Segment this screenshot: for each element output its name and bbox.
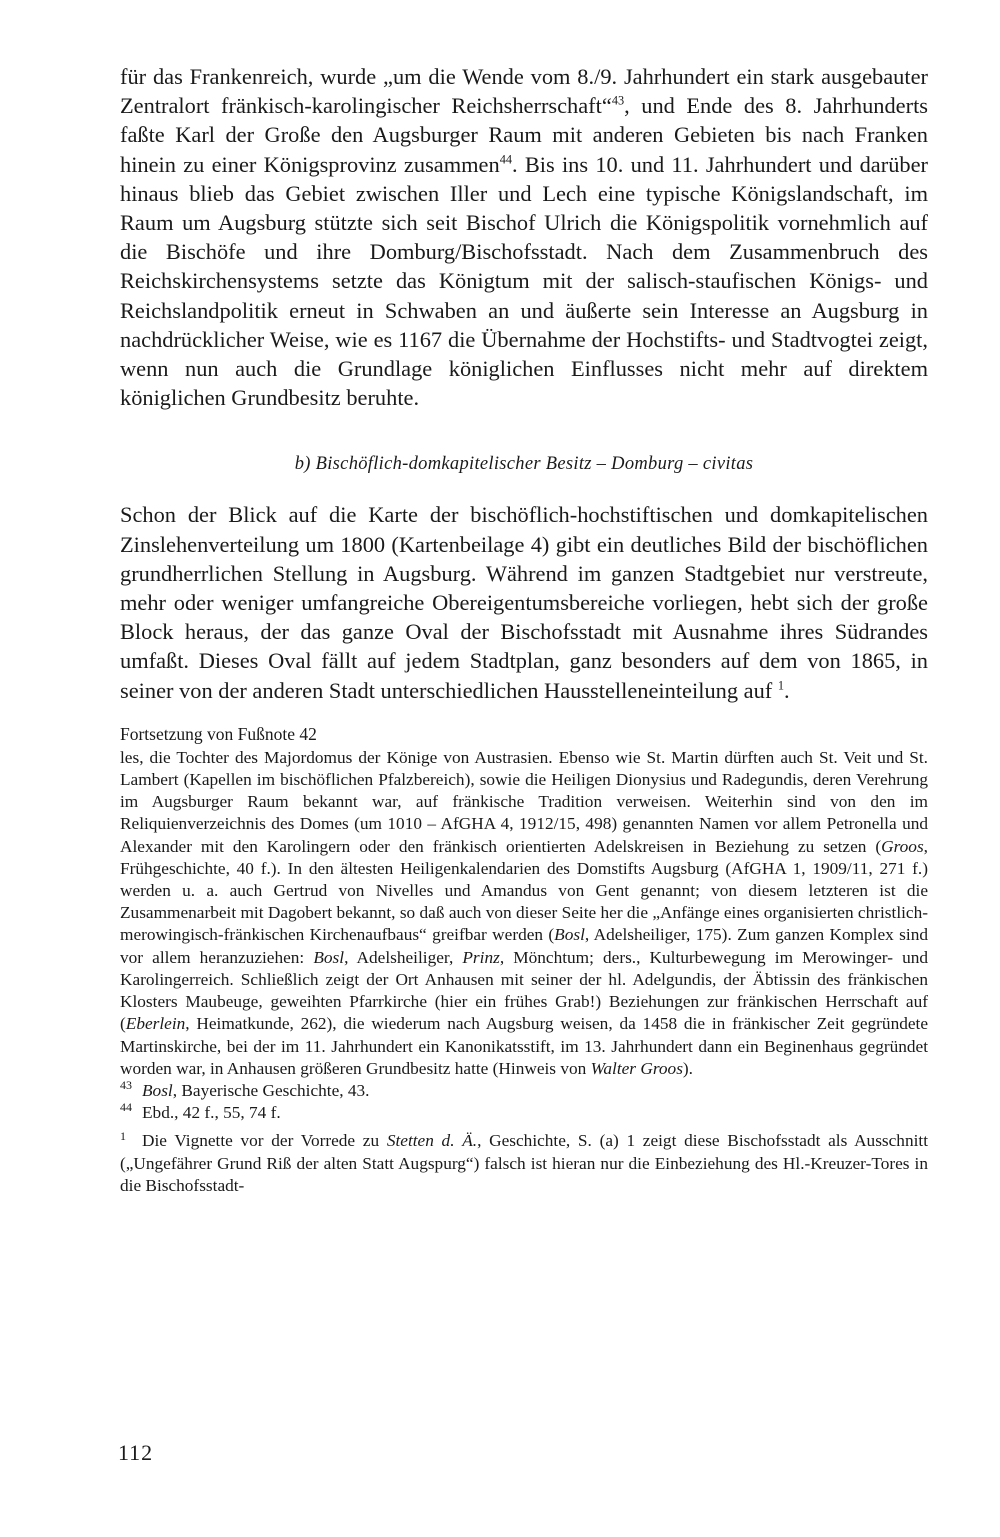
footnote-43: 43 Bosl, Bayerische Geschichte, 43. xyxy=(120,1078,370,1100)
footnote-text: , Geschichte, S. (a) 1 zeigt diese Bischofsstadt als Ausschnitt („Ungefährer Grund Riß der alten Statt Augspurg“) falsch ist hieran nur die Einbeziehung des Hl.-Kreuzer-Tores in die Bischofsstadt- xyxy=(120,1131,928,1195)
footnote-text: Ebd., 42 f., 55, 74 f. xyxy=(142,1103,281,1123)
paragraph-text: . Bis ins 10. und 11. Jahrhundert und darüber hinaus blieb das Gebiet zwischen Iller und Lech eine typische Königslandschaft, im Raum um Augsburg stützte sich seit Bischof Ulrich die Königspolitik vornehmlich auf die Bischöfe und ihre Domburg/Bischofsstadt. Nach dem Zusammenbruch des Reichskirchensystems setzte das Königtum mit der salisch-staufischen Königs- und Reichslandpolitik erneut in Schwaben an und äußerte sein Interesse an Augsburg in nachdrücklicher Weise, wie es 1167 die Übernahme der Hochstifts- und Stadtvogtei zeigt, wenn nun auch die Grundlage königlichen Einflusses nicht mehr auf direktem königlichen Grundbesitz beruhte. xyxy=(120,151,928,411)
section-heading xyxy=(120,452,928,476)
footnote-text: , Adelsheiliger, xyxy=(344,947,463,967)
section-heading-text: b) Bischöflich-domkapitelischer Besitz – Domburg – civitas xyxy=(294,454,754,475)
footnote-44: 44 Ebd., 42 f., 55, 74 f. xyxy=(120,1100,281,1123)
footnote-text: , Frühgeschichte, 40 f.). In den ältesten Heiligenkalendarien des Domstifts Augsburg (AfGHA 1, 1909/11, 271 f.) werden u. a. auch Gertrud von Nivelles und Amandus von Gent genannt; von diesem letzteren ist die Zusammenarbeit mit Dagobert bekannt, so daß auch von dieser Seite her die „Anfänge eines organisierten christlich-merowingisch-fränkischen Kirchenaufbaus“ greifbar werden ( xyxy=(120,836,928,945)
footnote-text: , Bayerische Geschichte, 43. xyxy=(172,1080,370,1100)
document-page xyxy=(120,62,928,1197)
footnote-42-continuation xyxy=(120,747,928,1080)
footnote-ref-44[interactable]: 44 xyxy=(499,152,512,167)
paragraph-text: Schon der Blick auf die Karte der bischöflich-hochstiftischen und domkapitelischen Zinslehenverteilung um 1800 (Kartenbeilage 4) gibt ein deutliches Bild der bischöflichen grundherrlichen Stellung in Augsburg. Während im ganzen Stadtgebiet nur verstreute, mehr oder weniger umfangreiche Obereigentumsbereiche vorliegen, hebt sich der große Block heraus, der das ganze Oval der Bischofsstadt mit Ausnahme ihres Südrandes umfaßt. Dieses Oval fällt auf jedem Stadtplan, ganz besonders auf dem von 1865, in seiner von der anderen Stadt unterschiedlichen Hausstelleneinteilung auf xyxy=(120,502,928,703)
footnote-ref-43[interactable]: 43 xyxy=(611,93,625,108)
footnote-text: les, die Tochter des Majordomus der Könige von Austrasien. Ebenso wie St. Martin dürften auch St. Veit und St. Lambert (Kapellen im bischöflichen Pfalzbereich), sowie die Heiligen Dionysius und Radegundis, deren Verehrung im Augsburger Raum bekannt war, auf fränkische Tradition verweisen. Weiterhin sind von den im Reliquienverzeichnis des Domes (um 1010 – AfGHA 4, 1912/15, 498) genannten Namen vor allem Petronella und Alexander mit den Karolingern oder den fränkisch orientierten Adelskreisen in Beziehung zu setzen ( xyxy=(120,747,928,856)
author-name: Bosl xyxy=(142,1080,173,1100)
footnote-text: , Heimatkunde, 262), die wiederum nach Augsburg weisen, da 1458 die in fränkischer Zeit gegründete Martinskirche, bei der im 11. Jahrhundert ein Kanonikatsstift, im 13. Jahrhundert dann ein Beginenhaus gegründet worden war, in Anhausen größeren Grundbesitz hatte (Hinweis von xyxy=(120,1014,928,1078)
author-name: Walter Groos xyxy=(590,1058,683,1078)
author-name: Bosl xyxy=(313,947,345,967)
author-name: Prinz xyxy=(462,947,500,967)
page-number: 112 xyxy=(118,1440,154,1465)
body-paragraph-1 xyxy=(120,62,928,412)
footnote-continuation-label: Fortsetzung von Fußnote 42 xyxy=(120,723,317,744)
footnote-text: , Mönchtum; ders., Kulturbewegung im Merowinger- und Karolingerreich. Schließlich zeigt der Ort Anhausen mit seiner der hl. Adelgundis, der Äbtissin des fränkischen Klosters Maubeuge, geweihten Pfarrkirche (hier ein frühes Grab!) Beziehungen zur fränkischen Herrschaft auf ( xyxy=(120,947,929,1034)
author-name: Groos xyxy=(881,836,924,856)
footnote-ref-1[interactable]: 1 xyxy=(777,678,784,693)
paragraph-text: . xyxy=(783,677,790,703)
footnote-text: Die Vignette vor der Vorrede zu xyxy=(142,1131,387,1151)
footnote-text: , Adelsheiliger, 175). Zum ganzen Komplex sind vor allem heranzuziehen: xyxy=(120,925,928,967)
footnote-1: 1 Die Vignette vor der Vorrede zu Stetten d. Ä., Geschichte, S. (a) 1 zeigt diese Bischofsstadt als Ausschnitt („Ungefährer Grund Riß der alten Statt Augspurg“) falsch ist hieran nur die Einbeziehung des Hl.-Kreuzer-Tores in die Bischofsstadt- xyxy=(120,1128,928,1195)
body-paragraph-2 xyxy=(120,500,928,704)
footnotes-section xyxy=(120,723,928,1197)
footnote-text: ). xyxy=(682,1058,693,1078)
author-name: Eberlein xyxy=(125,1014,186,1034)
author-name: Stetten d. Ä. xyxy=(386,1131,478,1151)
paragraph-text: für das Frankenreich, wurde „um die Wende vom 8./9. Jahrhundert ein stark ausgebauter Zentralort fränkisch-karolingischer Reichsherrschaft“ xyxy=(120,64,928,119)
paragraph-text: , und Ende des 8. Jahrhunderts faßte Karl der Große den Augsburger Raum mit anderen Gebieten bis nach Franken hinein zu einer Königsprovinz zusammen xyxy=(120,93,928,177)
author-name: Bosl xyxy=(554,925,585,945)
